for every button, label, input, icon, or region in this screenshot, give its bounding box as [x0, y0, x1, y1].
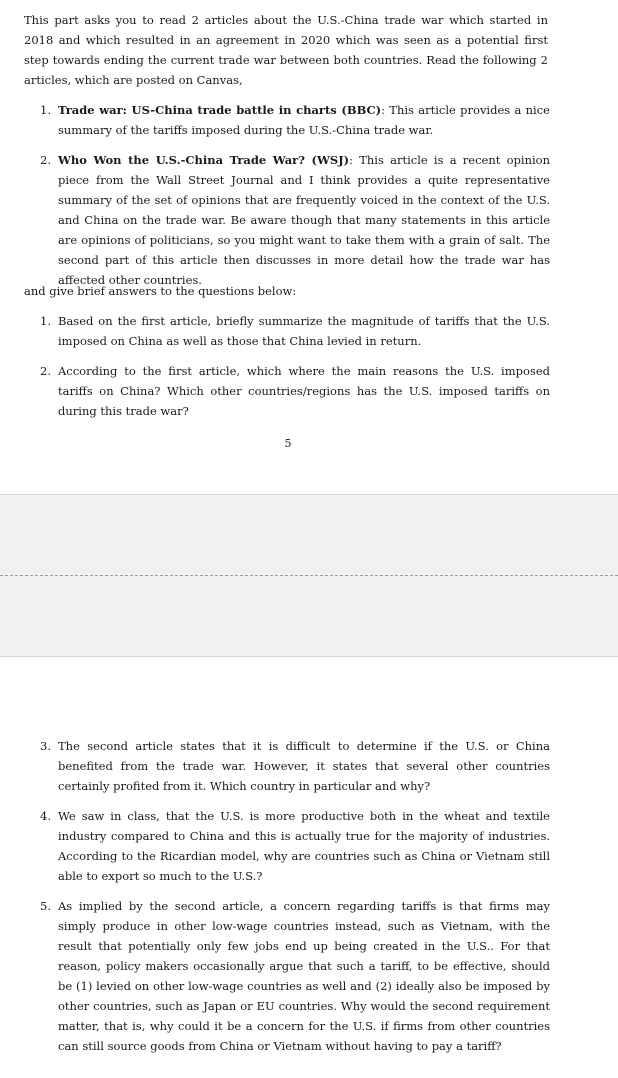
page-number: 5 [284, 437, 292, 450]
item-number: 3. [40, 739, 51, 753]
question-text: According to the first article, which where the main reasons the U.S. imposed tariffs on China? Which other countries/regions has the U.S. imposed tariffs on during this trade war? [58, 364, 550, 418]
question-text: Based on the first article, briefly summarize the magnitude of tariffs that the U.S. imposed on China as well as those that China levied in return. [58, 314, 550, 348]
article-description: : This article is a recent opinion piece from the Wall Street Journal and I think provides a quite representative summary of the set of opinions that are frequently voiced in the context of the U.S. and China on the trade war. Be aware though that many statements in this article are opinions of politicians, so you might want to take them with a grain of salt. The second part of this article then discusses in more detail how the trade war has affected other countries. [58, 153, 551, 287]
article-list [40, 100, 550, 290]
question-text: We saw in class, that the U.S. is more productive both in the wheat and textile industry compared to China and this is actually true for the majority of industries. According to the Ricardian model, why are countries such as China or Vietnam still able to export so much to the U.S.? [58, 809, 550, 883]
article-item [40, 150, 550, 290]
item-number: 2. [40, 153, 51, 167]
page-break-line [0, 575, 618, 576]
transition-text: and give brief answers to the questions below: [24, 284, 297, 298]
article-title: Who Won the U.S.-China Trade War? (WSJ) [58, 153, 350, 167]
item-number: 1. [40, 103, 51, 117]
question-text: The second article states that it is difficult to determine if the U.S. or China benefited from the trade war. However, it states that several other countries certainly profited from it. Which country in particular and why? [58, 739, 550, 793]
document-page-2 [0, 657, 618, 1078]
article-item [40, 100, 550, 140]
question-text: As implied by the second article, a concern regarding tariffs is that firms may simply produce in other low-wage countries instead, such as Vietnam, with the result that potentially only few jobs end up being created in the U.S.. For that reason, policy makers occasionally argue that such a tariff, to be effective, should be (1) levied on other low-wage countries as well and (2) ideally also be imposed by other countries, such as Japan or EU countries. Why would the second requirement matter, that is, why could it be a concern for the U.S. if firms from other countries can still source goods from China or Vietnam without having to pay a tariff? [58, 899, 550, 1053]
article-title: Trade war: US-China trade battle in charts (BBC) [58, 103, 382, 117]
page-separator [0, 494, 618, 657]
document-page-1 [0, 0, 618, 494]
question-item [40, 806, 550, 886]
item-number: 2. [40, 364, 51, 378]
article-description: : This article provides a nice summary of the tariffs imposed during the U.S.-China trade war. [58, 103, 550, 137]
question-list-page1 [40, 311, 550, 421]
question-item [40, 736, 550, 796]
item-number: 5. [40, 899, 51, 913]
question-item [40, 896, 550, 1056]
item-number: 4. [40, 809, 51, 823]
question-list-page2 [40, 736, 550, 1056]
item-number: 1. [40, 314, 51, 328]
intro-paragraph: This part asks you to read 2 articles about the U.S.-China trade war which started in 2018 and which resulted in an agreement in 2020 which was seen as a potential first step towards ending the current trade war between both countries. Read the following 2 articles, which are posted on Canvas, [24, 13, 548, 87]
question-item [40, 361, 550, 421]
question-item [40, 311, 550, 351]
